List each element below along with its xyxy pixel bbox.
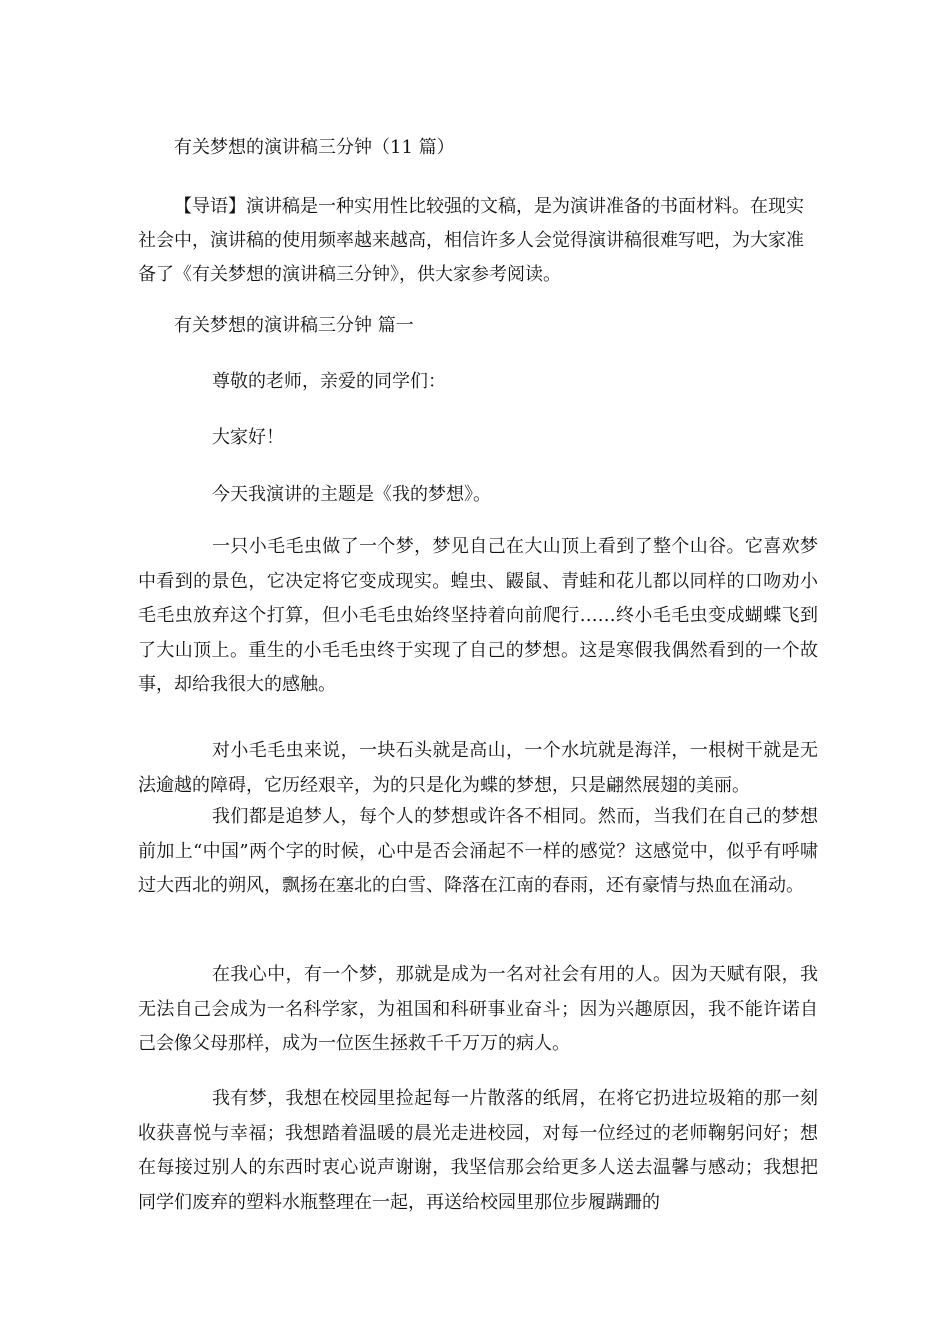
body-paragraph-2: 对小毛毛虫来说，一块石头就是高山，一个水坑就是海洋，一根树干就是无法逾越的障碍，它历经艰辛，为的只是化为蝶的梦想，只是翩然展翅的美丽。 <box>138 740 818 796</box>
salutation-line: 尊敬的老师，亲爱的同学们： <box>212 371 446 392</box>
greeting-line: 大家好！ <box>212 427 284 448</box>
document-title: 有关梦想的演讲稿三分钟（11 篇） <box>174 137 455 158</box>
body-paragraph-4: 在我心中，有一个梦，那就是成为一名对社会有用的人。因为天赋有限，我无法自己会成为一名科学家，为祖国和科研事业奋斗；因为兴趣原因，我不能许诺自己会像父母那样，成为一位医生拯救千千万万的病人。 <box>138 964 818 1054</box>
section-title: 有关梦想的演讲稿三分钟 篇一 <box>174 315 414 336</box>
body-paragraph-1: 一只小毛毛虫做了一个梦，梦见自己在大山顶上看到了整个山谷。它喜欢梦中看到的景色，它决定将它变成现实。蝗虫、鼹鼠、青蛙和花儿都以同样的口吻劝小毛毛虫放弃这个打算，但小毛毛虫始终坚持着向前爬行……终小毛毛虫变成蝴蝶飞到了大山顶上。重生的小毛毛虫终于实现了自己的梦想。这是寒假我偶然看到的一个故事，却给我很大的感触。 <box>138 536 818 695</box>
intro-paragraph: 【导语】演讲稿是一种实用性比较强的文稿，是为演讲准备的书面材料。在现实社会中，演讲稿的使用频率越来越高，相信许多人会觉得演讲稿很难写吧，为大家准备了《有关梦想的演讲稿三分钟》，供大家参考阅读。 <box>138 196 804 285</box>
topic-line: 今天我演讲的主题是《我的梦想》。 <box>212 484 491 505</box>
body-paragraph-3: 我们都是追梦人，每个人的梦想或许各不相同。然而，当我们在自己的梦想前加上“中国”两个字的时候，心中是否会涌起不一样的感觉？这感觉中，似乎有呼啸过大西北的朔风，飘扬在塞北的白雪、降落在江南的春雨，还有豪情与热血在涌动。 <box>138 806 818 896</box>
body-paragraph-5: 我有梦，我想在校园里捡起每一片散落的纸屑，在将它扔进垃圾箱的那一刻收获喜悦与幸福；我想踏着温暖的晨光走进校园，对每一位经过的老师鞠躬问好；想在每接过别人的东西时衷心说声谢谢，我坚信那会给更多人送去温馨与感动；我想把同学们废弃的塑料水瓶整理在一起，再送给校园里那位步履蹒跚的 <box>138 1088 818 1213</box>
